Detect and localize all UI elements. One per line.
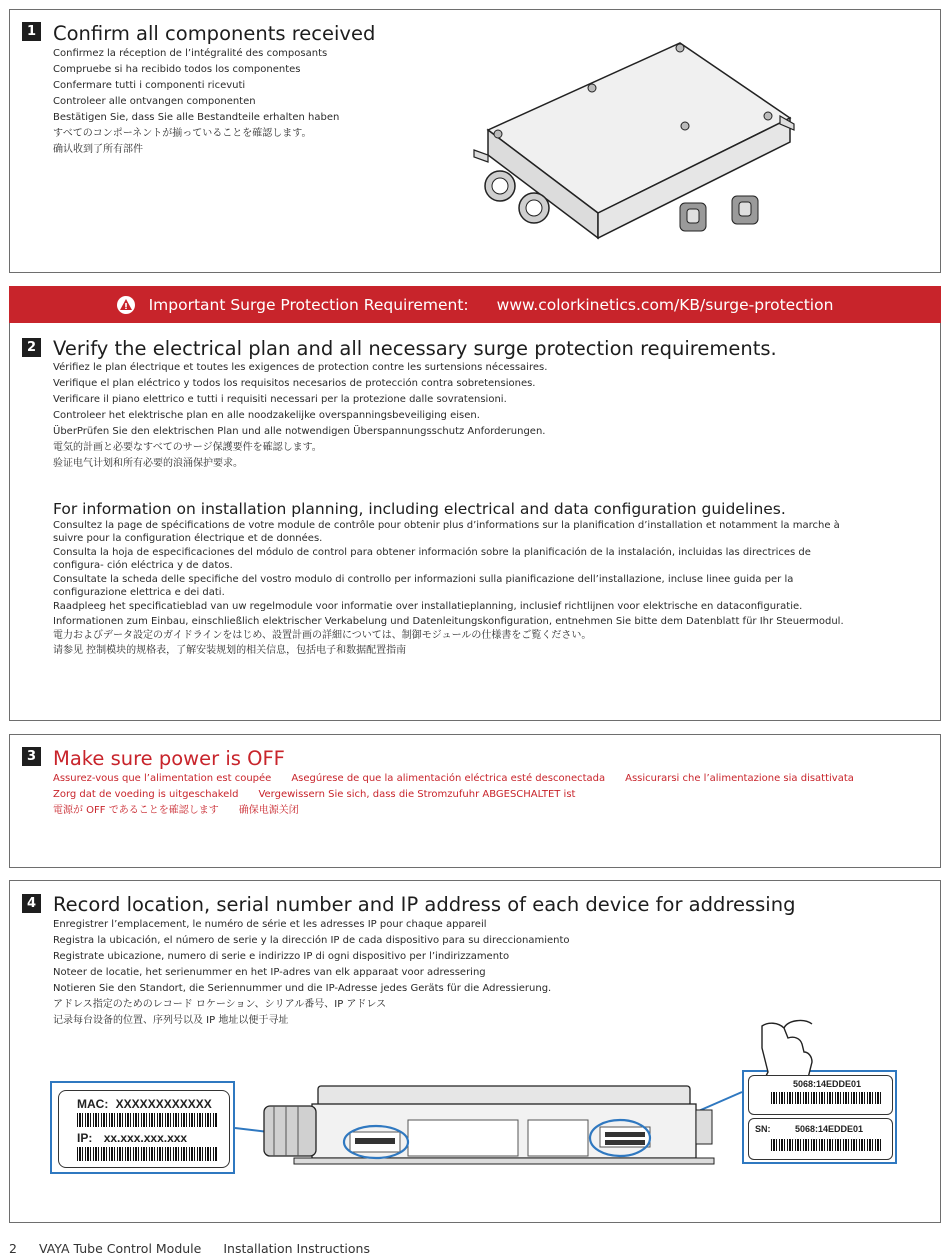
product-name: VAYA Tube Control Module (38, 1241, 202, 1256)
translation-line: Compruebe si ha recibido todos los componentes (53, 64, 301, 75)
translation-line: 電気的計画と必要なすべてのサージ保護要件を確認します。 (53, 442, 322, 453)
document-type: Installation Instructions (223, 1241, 370, 1256)
translation-line: Enregistrer l’emplacement, le numéro de série et les adresses IP pour chaque appareil (53, 919, 487, 930)
translation-line: Controleer alle ontvangen componenten (53, 96, 256, 107)
translation-line: ÜberPrüfen Sie den elektrischen Plan und alle notwendigen Überspannungsschutz Anforderungen. (53, 426, 546, 437)
translation-line: すべてのコンポーネントが揃っていることを確認します。 (53, 128, 312, 139)
step4-number: 4 (22, 894, 41, 913)
paragraph: 请参见 控制模块的规格表，了解安装规划的相关信息，包括电子和数据配置指南 (53, 644, 407, 656)
paragraph: Consultate la scheda delle specifiche del vostro modulo di controllo per informazioni sulla pianificazione dell’installazione, incluse linee guida per la configurazione elettrica e dei dati. (53, 574, 794, 598)
translation-line: Registrate ubicazione, numero di serie e indirizzo IP di ogni dispositivo per l’indirizzamento (53, 951, 510, 962)
serial-tag-value: 5068:14EDDE01 (793, 1079, 862, 1089)
translation-line: Vergewissern Sie sich, dass die Stromzufuhr ABGESCHALTET ist (258, 789, 576, 800)
step1-number: 1 (22, 22, 41, 41)
mac-value: XXXXXXXXXXXX (115, 1097, 212, 1111)
banner-text: Important Surge Protection Requirement: (148, 296, 469, 314)
translation-line: 确认收到了所有部件 (53, 144, 143, 155)
translation-line: Bestätigen Sie, dass Sie alle Bestandteile erhalten haben (53, 112, 340, 123)
step2-title: Verify the electrical plan and all necessary surge protection requirements. (53, 337, 777, 360)
module-side-illustration (260, 1082, 720, 1168)
serial-label (748, 1118, 893, 1160)
surge-protection-link[interactable]: www.colorkinetics.com/KB/surge-protection (496, 296, 834, 314)
barcode (771, 1139, 883, 1151)
translation-line: アドレス指定のためのレコード ロケーション、シリアル番号、IP アドレス (53, 999, 387, 1010)
paragraph: Informationen zum Einbau, einschließlich elektrischer Verkabelung und Datenleitungskonfiguration, entnehmen Sie bitte dem Datenblatt für Ihr Steuermodul. (53, 615, 844, 627)
translation-line: Confirmez la réception de l’intégralité des composants (53, 48, 328, 59)
ip-value: xx.xxx.xxx.xxx (103, 1131, 188, 1145)
translation-line: Noteer de locatie, het serienummer en het IP-adres van elk apparaat voor adressering (53, 967, 486, 978)
paragraph: Consultez la page de spécifications de votre module de contrôle pour obtenir plus d’informations sur la planification d’installation et notamment la marche à suivre pour la configuration électrique et de données. (53, 520, 840, 544)
translation-line: Asegúrese de que la alimentación eléctrica esté desconectada (291, 773, 606, 784)
translation-line: Registra la ubicación, el número de serie y la dirección IP de cada dispositivo para su direccionamiento (53, 935, 570, 946)
mac-ip-label (58, 1090, 230, 1168)
sn-value: 5068:14EDDE01 (795, 1124, 864, 1134)
translation-line: Controleer het elektrische plan en alle noodzakelijke overspanningsbeveiliging eisen. (53, 410, 480, 421)
translation-line: Verifique el plan eléctrico y todos los requisitos necesarios de protección contra sobretensiones. (53, 378, 536, 389)
mac-label: MAC: (77, 1097, 109, 1111)
barcode (77, 1147, 217, 1161)
sn-label: SN: (755, 1124, 771, 1134)
step2-subtitle: For information on installation planning, including electrical and data configuration guidelines. (53, 500, 786, 518)
translation-line: 電源が OFF であることを確認します (53, 805, 219, 816)
paragraph: Raadpleeg het specificatieblad van uw regelmodule voor informatie over installatieplanning, inclusief richtlijnen voor elektrische en dataconfiguratie. (53, 601, 803, 612)
translation-line: Zorg dat de voeding is uitgeschakeld (53, 789, 239, 800)
translation-line: 验证电气计划和所有必要的浪涌保护要求。 (53, 458, 243, 469)
barcode (77, 1113, 217, 1127)
page-footer (9, 1241, 370, 1256)
serial-tag-peeled (748, 1075, 893, 1115)
ip-label: IP: (77, 1131, 93, 1145)
translation-line: 确保电源关闭 (238, 805, 299, 816)
translation-line: Notieren Sie den Standort, die Seriennummer und die IP-Adresse jedes Geräts für die Adressierung. (53, 983, 552, 994)
translation-line: 记录每台设备的位置、序列号以及 IP 地址以便于寻址 (53, 1015, 289, 1026)
step3-number: 3 (22, 747, 41, 766)
step3-title: Make sure power is OFF (53, 747, 285, 770)
barcode (771, 1092, 883, 1104)
step2-number: 2 (22, 338, 41, 357)
translation-line: Assurez-vous que l’alimentation est coupée (53, 773, 272, 784)
step4-title: Record location, serial number and IP address of each device for addressing (53, 893, 796, 916)
page-number: 2 (9, 1241, 17, 1256)
translation-line: Vérifiez le plan électrique et toutes les exigences de protection contre les surtensions nécessaires. (53, 362, 548, 373)
paragraph: Consulta la hoja de especificaciones del módulo de control para obtener información sobre la planificación de la instalación, incluidas las directrices de configura- ción eléctrica y de datos. (53, 547, 811, 571)
step1-title: Confirm all components received (53, 22, 376, 45)
translation-line: Assicurarsi che l’alimentazione sia disattivata (625, 773, 854, 784)
translation-line: Verificare il piano elettrico e tutti i requisiti necessari per la protezione dalle sovratensioni. (53, 394, 507, 405)
translation-line: Confermare tutti i componenti ricevuti (53, 80, 246, 91)
paragraph: 電力およびデータ設定のガイドラインをはじめ、設置計画の詳細については、制御モジュールの仕様書をご覧ください。 (53, 630, 592, 641)
